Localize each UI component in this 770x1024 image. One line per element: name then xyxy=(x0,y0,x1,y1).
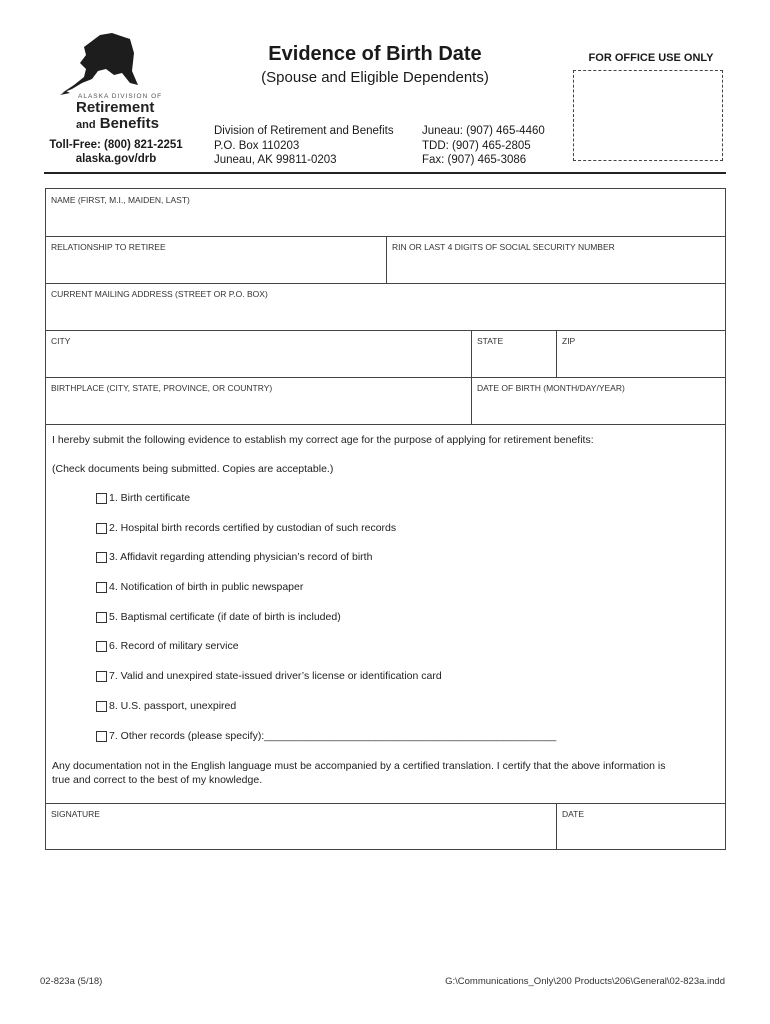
certification-line: true and correct to the best of my knowledge. xyxy=(52,774,263,786)
evidence-option[interactable] xyxy=(96,670,442,682)
evidence-option[interactable] xyxy=(96,640,239,652)
form-subtitle: (Spouse and Eligible Dependents) xyxy=(261,69,489,86)
relationship-field[interactable] xyxy=(46,236,386,283)
header-divider xyxy=(44,172,726,174)
office-use-box xyxy=(573,70,723,161)
checkbox[interactable] xyxy=(96,523,107,534)
mailing-address-field[interactable] xyxy=(46,283,725,330)
logo-retirement-text: Retirement xyxy=(76,99,155,116)
form-grid xyxy=(45,188,726,850)
evidence-option-label: 2. Hospital birth records certified by custodian of such records xyxy=(109,522,397,534)
birthplace-field[interactable] xyxy=(46,377,471,424)
evidence-option[interactable] xyxy=(96,581,303,593)
state-field[interactable] xyxy=(472,330,556,377)
state-field-label: STATE xyxy=(477,336,504,346)
evidence-option-label: 7. Other records (please specify):__________________________________________________ xyxy=(109,730,557,742)
toll-free-number: Toll-Free: (800) 821-2251 xyxy=(49,139,183,151)
rin-field[interactable] xyxy=(387,236,725,283)
evidence-option[interactable] xyxy=(96,700,236,712)
signature-date-field[interactable] xyxy=(557,803,725,849)
checkbox[interactable] xyxy=(96,552,107,563)
phone-line: Juneau: (907) 465-4460 xyxy=(422,125,545,137)
evidence-intro: I hereby submit the following evidence to establish my correct age for the purpose of applying for retirement benefits: xyxy=(52,434,594,446)
evidence-option-label: 8. U.S. passport, unexpired xyxy=(109,700,237,712)
evidence-option-label: 1. Birth certificate xyxy=(109,492,191,504)
evidence-option-label: 3. Affidavit regarding attending physician’s record of birth xyxy=(109,551,373,563)
date-of-birth-label: DATE OF BIRTH (MONTH/DAY/YEAR) xyxy=(477,383,625,393)
phone-line: Fax: (907) 465-3086 xyxy=(422,154,527,166)
relationship-field-label: RELATIONSHIP TO RETIREE xyxy=(51,242,166,252)
evidence-option[interactable] xyxy=(96,522,396,534)
checkbox[interactable] xyxy=(96,612,107,623)
evidence-option-label: 4. Notification of birth in public newspaper xyxy=(109,581,304,593)
agency-logo xyxy=(56,33,176,133)
evidence-option[interactable] xyxy=(96,611,341,623)
division-address xyxy=(214,124,394,168)
file-path: G:\Communications_Only\200 Products\206\General\02-823a.indd xyxy=(445,976,725,987)
office-use-label: FOR OFFICE USE ONLY xyxy=(588,52,714,64)
logo-small-text: ALASKA DIVISION OF xyxy=(78,93,163,100)
signature-field[interactable] xyxy=(46,803,556,849)
phone-line: TDD: (907) 465-2805 xyxy=(422,139,531,152)
alaska-map-icon xyxy=(60,33,140,95)
evidence-option[interactable] xyxy=(96,730,556,742)
evidence-option-label: 5. Baptismal certificate (if date of birth is included) xyxy=(109,611,341,623)
city-field-label: CITY xyxy=(51,336,71,346)
birthplace-field-label: BIRTHPLACE (CITY, STATE, PROVINCE, OR COUNTRY) xyxy=(51,383,273,393)
form-number: 02-823a (5/18) xyxy=(40,976,103,987)
check-instructions: (Check documents being submitted. Copies are acceptable.) xyxy=(52,463,334,475)
certification-line: Any documentation not in the English language must be accompanied by a certified translation. I certify that the above information is xyxy=(52,760,666,772)
address-line: Division of Retirement and Benefits xyxy=(214,125,394,137)
mailing-address-label: CURRENT MAILING ADDRESS (STREET OR P.O. BOX) xyxy=(51,289,268,299)
address-line: Juneau, AK 99811-0203 xyxy=(214,154,337,166)
checkbox[interactable] xyxy=(96,493,107,504)
evidence-option[interactable] xyxy=(96,551,372,563)
contact-block xyxy=(44,138,188,166)
rin-field-label: RIN OR LAST 4 DIGITS OF SOCIAL SECURITY NUMBER xyxy=(392,242,615,252)
evidence-option-label: 6. Record of military service xyxy=(109,640,239,652)
website-link[interactable]: alaska.gov/drb xyxy=(75,153,157,165)
checkbox[interactable] xyxy=(96,731,107,742)
logo-benefits-text: Benefits xyxy=(99,115,159,132)
signature-date-label: DATE xyxy=(562,809,585,819)
address-line: P.O. Box 110203 xyxy=(214,139,300,152)
zip-field[interactable] xyxy=(557,330,725,377)
name-field[interactable] xyxy=(46,189,725,236)
zip-field-label: ZIP xyxy=(562,336,576,346)
checkbox[interactable] xyxy=(96,641,107,652)
evidence-option-label: 7. Valid and unexpired state-issued driver’s license or identification card xyxy=(109,670,442,682)
checkbox[interactable] xyxy=(96,671,107,682)
logo-and-text: and xyxy=(76,119,96,131)
checkbox[interactable] xyxy=(96,701,107,712)
signature-field-label: SIGNATURE xyxy=(51,809,100,819)
evidence-option[interactable] xyxy=(96,492,190,504)
row-divider xyxy=(46,424,725,425)
certification-text xyxy=(52,759,665,787)
city-field[interactable] xyxy=(46,330,471,377)
date-of-birth-field[interactable] xyxy=(472,377,725,424)
checkbox[interactable] xyxy=(96,582,107,593)
form-title: Evidence of Birth Date xyxy=(268,43,482,65)
logo-benefits-line xyxy=(76,115,159,132)
name-field-label: NAME (FIRST, M.I., MAIDEN, LAST) xyxy=(51,195,190,205)
phone-numbers xyxy=(422,124,545,168)
